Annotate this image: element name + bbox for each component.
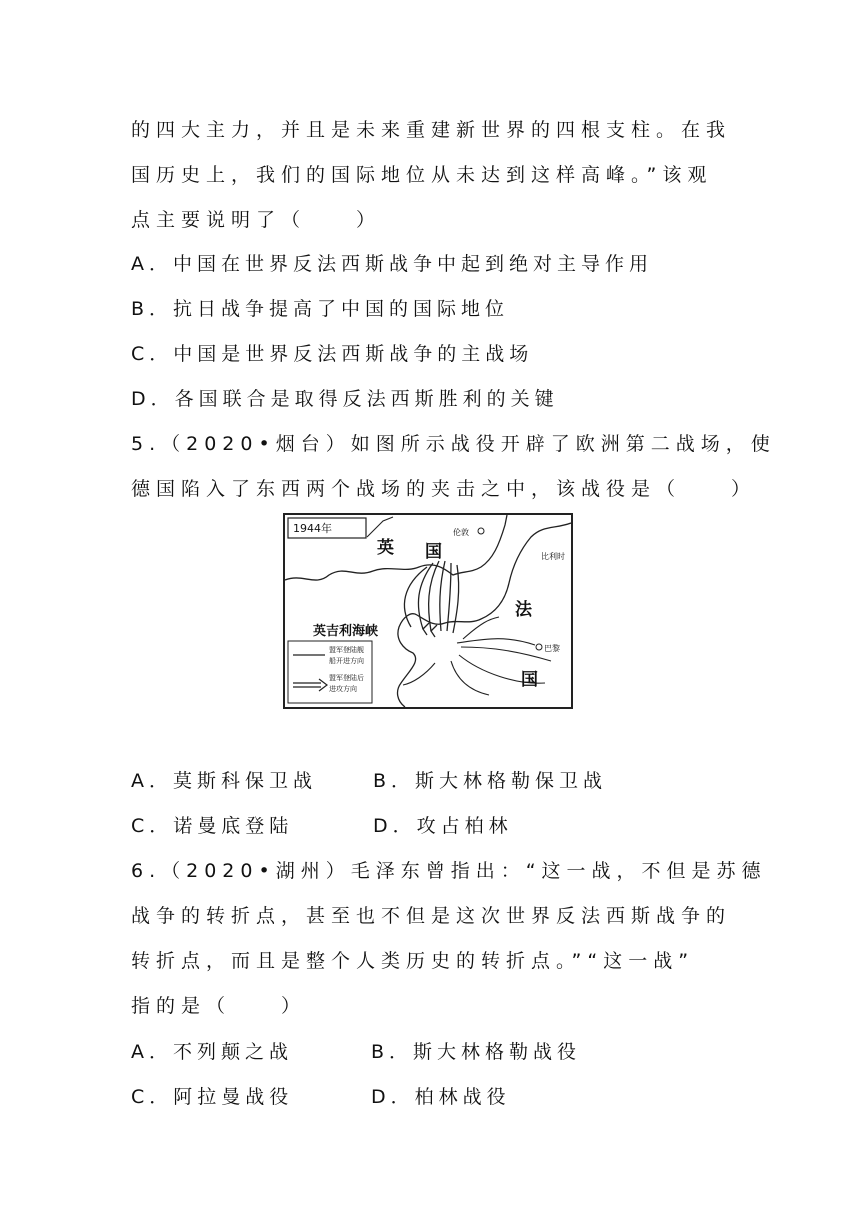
q5-options-row-1	[131, 769, 608, 793]
map-drawing	[285, 515, 571, 707]
label-britain-1: 英	[377, 538, 394, 558]
q6-option-c: C．阿拉曼战役	[131, 1086, 294, 1108]
intro-line-2: 国历史上，我们的国际地位从未达到这样高峰。”该观	[131, 164, 713, 186]
label-london: 伦敦	[453, 528, 469, 537]
q5-line-1: 5.（2020•烟台）如图所示战役开辟了欧洲第二战场，使	[131, 433, 776, 455]
q5-options-row-2	[131, 814, 513, 838]
legend-2a: 盟军登陆后	[329, 674, 364, 682]
label-paris: 巴黎	[544, 644, 560, 653]
coast-detail	[367, 517, 393, 537]
landing-arrows	[404, 561, 458, 637]
legend-1a: 盟军登陆舰	[329, 646, 364, 654]
normandy-map	[283, 513, 573, 709]
q4-option-d: D．各国联合是取得反法西斯胜利的关键	[131, 388, 559, 410]
q4-option-a: A．中国在世界反法西斯战争中起到绝对主导作用	[131, 253, 653, 275]
q6-option-b: B．斯大林格勒战役	[371, 1041, 582, 1063]
label-france-1: 法	[515, 600, 532, 620]
q6-option-a: A．不列颠之战	[131, 1041, 293, 1063]
q5-option-a: A．莫斯科保卫战	[131, 770, 317, 792]
q4-option-c: C．中国是世界反法西斯战争的主战场	[131, 343, 534, 365]
q6-line-2: 战争的转折点，甚至也不但是这次世界反法西斯战争的	[131, 905, 732, 927]
q5-option-b: B．斯大林格勒保卫战	[373, 770, 608, 792]
label-france-2: 国	[521, 670, 538, 690]
label-britain-2: 国	[425, 542, 442, 562]
legend-2b: 进攻方向	[329, 685, 357, 693]
intro-line-1: 的四大主力，并且是未来重建新世界的四根支柱。在我	[131, 119, 732, 141]
q5-option-c: C．诺曼底登陆	[131, 815, 294, 837]
q6-line-4: 指的是（ ）	[131, 995, 307, 1017]
legend-1b: 船开进方向	[329, 657, 364, 665]
q6-option-d: D．柏林战役	[371, 1086, 511, 1108]
q5-line-2: 德国陷入了东西两个战场的夹击之中，该战役是（ ）	[131, 478, 757, 500]
label-channel: 英吉利海峡	[313, 624, 379, 639]
paris-marker-icon	[536, 644, 542, 650]
france-coast	[398, 523, 571, 707]
map-year: 1944年	[293, 522, 332, 535]
q6-line-3: 转折点，而且是整个人类历史的转折点。”“这一战”	[131, 950, 695, 972]
london-marker-icon	[478, 528, 484, 534]
q5-option-d: D．攻占柏林	[373, 815, 513, 837]
label-belgium: 比利时	[541, 552, 565, 561]
intro-line-3: 点主要说明了（ ）	[131, 209, 382, 231]
q6-options-row-1	[131, 1040, 582, 1064]
q6-options-row-2	[131, 1085, 511, 1109]
q6-line-1: 6.（2020•湖州）毛泽东曾指出：“这一战，不但是苏德	[131, 860, 767, 882]
q4-option-b: B．抗日战争提高了中国的国际地位	[131, 298, 510, 320]
